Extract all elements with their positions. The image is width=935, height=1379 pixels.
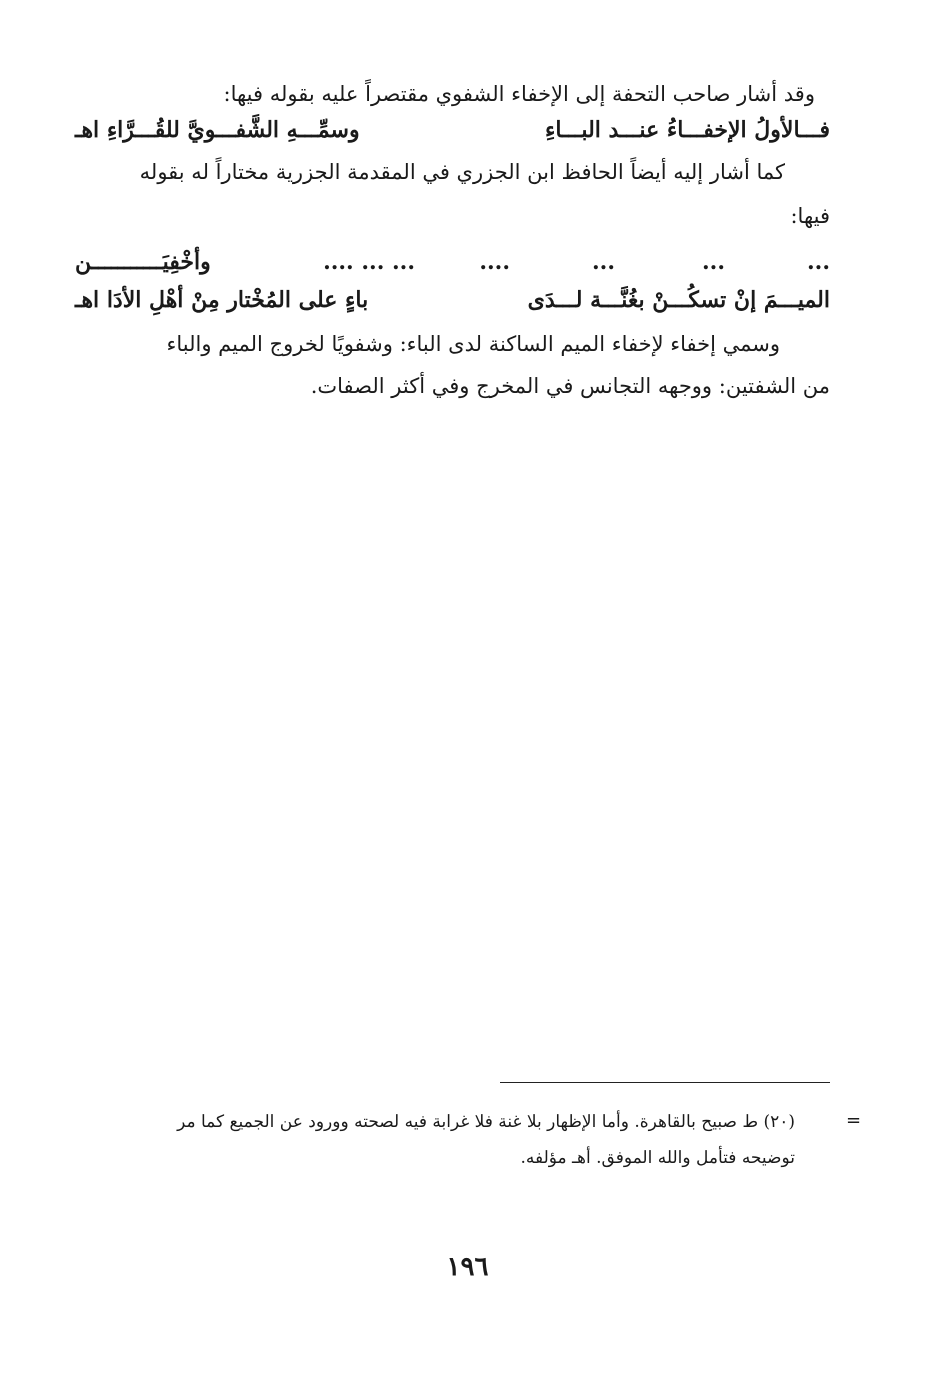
verse-2-second-hemistich: باءٍ على المُخْتار مِنْ أهْلِ الأدَا اهـ — [75, 287, 369, 313]
verse-2-first-hemistich: الميـــمَ إنْ تسكُـــنْ بغُنَّـــة لـــدَى — [527, 287, 830, 313]
verse-2 — [0, 286, 935, 316]
text-line-5: من الشفتين: ووجهه التجانس في المخرج وفي أكثر الصفات. — [310, 374, 830, 398]
footnote-line-2: توضيحه فتأمل والله الموفق. أهـ مؤلفه. — [520, 1148, 795, 1168]
text-line-4: وسمي إخفاء لإخفاء الميم الساكنة لدى الباء: وشفويًا لخروج الميم والباء — [166, 332, 780, 356]
ellipsis-end-word: وأخْفِيَـــــــــــن — [75, 249, 211, 275]
page-number: ١٩٦ — [446, 1252, 489, 1282]
footnote-line-1: (٢٠) ط صبيح بالقاهرة. وأما الإظهار بلا غنة فلا غرابة فيه لصحته وورود عن الجميع كما مر — [177, 1112, 795, 1132]
ellipsis-1: ... — [807, 249, 830, 275]
text-line-1: وقد أشار صاحب التحفة إلى الإخفاء الشفوي مقتصراً عليه بقوله فيها: — [223, 82, 815, 106]
ellipsis-3: ... — [592, 249, 615, 275]
ellipsis-2: ... — [702, 249, 725, 275]
ellipsis-5: ... ... .... — [323, 249, 415, 275]
text-line-2: كما أشار إليه أيضاً الحافظ ابن الجزري في المقدمة الجزرية مختاراً له بقوله — [139, 160, 785, 184]
footnote-continuation-marker: = — [846, 1110, 862, 1131]
verse-1-first-hemistich: فـــالأولُ الإخفـــاءُ عنـــد البـــاءِ — [545, 117, 830, 143]
text-line-3: فيها: — [790, 204, 830, 228]
footnote-separator — [500, 1082, 830, 1083]
ellipsis-4: .... — [479, 249, 510, 275]
verse-1 — [0, 116, 935, 146]
verse-1-second-hemistich: وسمِّـــهِ الشَّفـــويَّ للقُـــرَّاءِ اهـ — [75, 117, 360, 143]
verse-ellipsis-line — [0, 248, 935, 278]
